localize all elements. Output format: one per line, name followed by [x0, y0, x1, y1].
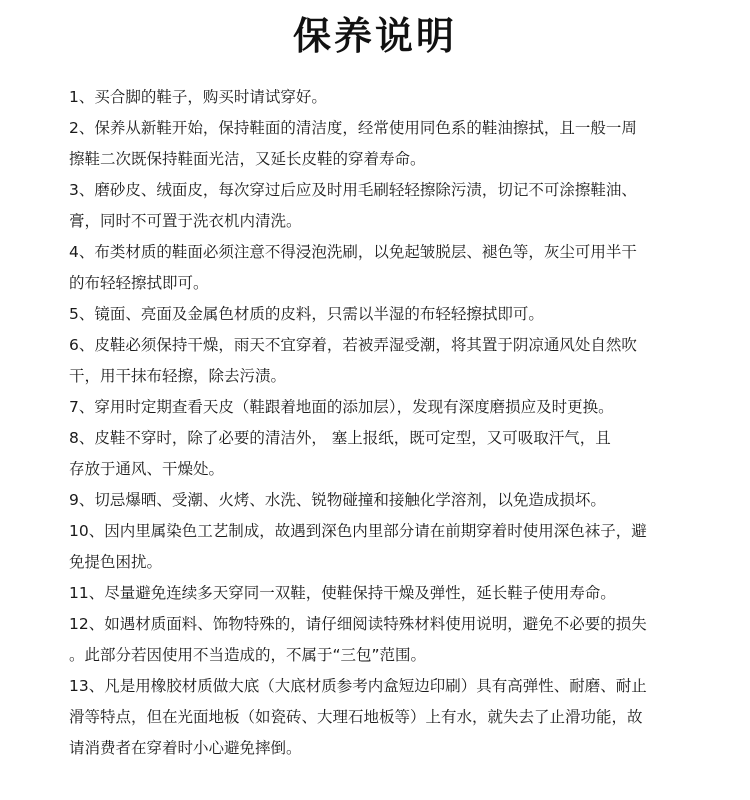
- care-instruction-line: 干，用干抹布轻擦，除去污渍。: [69, 367, 287, 385]
- care-instruction-line: 9、切忌爆晒、受潮、火烤、水洗、锐物碰撞和接触化学溶剂，以免造成损坏。: [69, 491, 606, 509]
- care-instruction-line: 请消费者在穿着时小心避免摔倒。: [69, 739, 302, 757]
- care-instruction-item: [69, 175, 681, 237]
- care-instructions-list: [69, 82, 681, 764]
- care-instruction-line: 13、凡是用橡胶材质做大底（大底材质参考内盒短边印刷）具有高弹性、耐磨、耐止: [69, 677, 647, 695]
- care-instruction-line: 10、因内里属染色工艺制成，故遇到深色内里部分请在前期穿着时使用深色袜子，避: [69, 522, 647, 540]
- page-title: 保养说明: [292, 14, 457, 58]
- care-instruction-line: 擦鞋二次既保持鞋面光洁，又延长皮鞋的穿着寿命。: [69, 150, 426, 168]
- care-instruction-line: 3、磨砂皮、绒面皮，每次穿过后应及时用毛刷轻轻擦除污渍，切记不可涂擦鞋油、: [69, 181, 637, 199]
- care-instruction-item: [69, 671, 681, 764]
- care-instruction-item: [69, 609, 681, 671]
- care-instruction-line: 。此部分若因使用不当造成的，不属于“三包”范围。: [69, 646, 427, 664]
- care-instruction-line: 1、买合脚的鞋子，购买时请试穿好。: [69, 88, 327, 106]
- care-instruction-item: [69, 578, 681, 609]
- care-instruction-line: 存放于通风、干燥处。: [69, 460, 225, 478]
- care-instruction-line: 4、布类材质的鞋面必须注意不得浸泡洗刷，以免起皱脱层、褪色等，灰尘可用半干: [69, 243, 637, 261]
- care-instruction-item: [69, 299, 681, 330]
- care-instruction-line: 6、皮鞋必须保持干燥，雨天不宜穿着，若被弄湿受潮，将其置于阴凉通风处自然吹: [69, 336, 637, 354]
- care-instruction-line: 11、尽量避免连续多天穿同一双鞋，使鞋保持干燥及弹性，延长鞋子使用寿命。: [69, 584, 616, 602]
- care-instruction-item: [69, 82, 681, 113]
- care-instruction-item: [69, 237, 681, 299]
- care-instruction-item: [69, 423, 681, 485]
- care-instruction-line: 8、皮鞋不穿时，除了必要的清洁外， 塞上报纸，既可定型，又可吸取汗气，且: [69, 429, 611, 447]
- care-instruction-line: 7、穿用时定期查看天皮（鞋跟着地面的添加层），发现有深度磨损应及时更换。: [69, 398, 614, 416]
- care-instruction-item: [69, 516, 681, 578]
- care-instruction-line: 5、镜面、亮面及金属色材质的皮料，只需以半湿的布轻轻擦拭即可。: [69, 305, 544, 323]
- care-instruction-line: 滑等特点，但在光面地板（如瓷砖、大理石地板等）上有水，就失去了止滑功能，故: [69, 708, 643, 726]
- care-instruction-line: 免提色困扰。: [69, 553, 163, 571]
- care-instruction-line: 12、如遇材质面料、饰物特殊的，请仔细阅读特殊材料使用说明，避免不必要的损失: [69, 615, 647, 633]
- care-instruction-item: [69, 485, 681, 516]
- care-instruction-line: 膏，同时不可置于洗衣机内清洗。: [69, 212, 302, 230]
- care-instruction-item: [69, 392, 681, 423]
- care-instruction-line: 2、保养从新鞋开始，保持鞋面的清洁度，经常使用同色系的鞋油擦拭，且一般一周: [69, 119, 637, 137]
- care-instruction-item: [69, 330, 681, 392]
- care-instruction-item: [69, 113, 681, 175]
- care-instruction-line: 的布轻轻擦拭即可。: [69, 274, 209, 292]
